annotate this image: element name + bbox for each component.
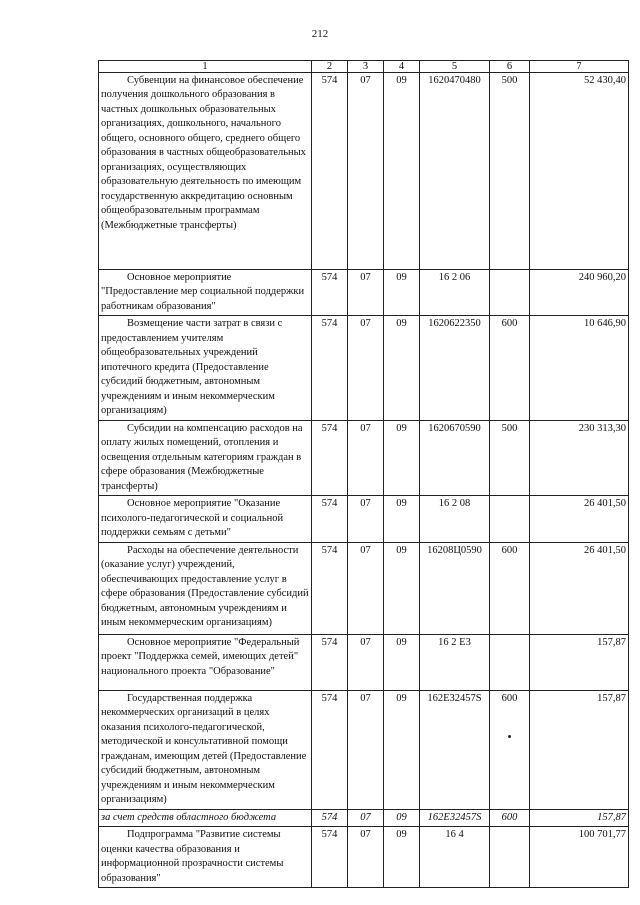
cell-amount: 230 313,30 [530, 420, 629, 495]
budget-table [98, 60, 629, 888]
cell-code: 574 [312, 634, 348, 690]
cell-amount: 26 401,50 [530, 496, 629, 542]
cell-section: 07 [348, 634, 384, 690]
table-row [99, 73, 629, 270]
cell-code: 574 [312, 542, 348, 634]
cell-amount: 52 430,40 [530, 73, 629, 270]
cell-code: 574 [312, 270, 348, 316]
table-row [99, 270, 629, 316]
cell-subsection: 09 [384, 827, 420, 888]
cell-section: 07 [348, 420, 384, 495]
cell-code: 574 [312, 73, 348, 270]
column-header: 1 [99, 61, 312, 73]
cell-expense-type: 600 [490, 316, 530, 420]
cell-code: 574 [312, 690, 348, 809]
cell-section: 07 [348, 827, 384, 888]
cell-amount: 157,87 [530, 634, 629, 690]
table-row [99, 420, 629, 495]
row-name: Основное мероприятие "Федеральный проект "Поддержка семей, имеющих детей" национального проекта "Образование" [101, 636, 300, 677]
table-header-row [99, 61, 629, 73]
cell-amount: 26 401,50 [530, 542, 629, 634]
cell-code: 574 [312, 496, 348, 542]
cell-section: 07 [348, 73, 384, 270]
table-row [99, 496, 629, 542]
column-header: 2 [312, 61, 348, 73]
scan-speck [508, 735, 511, 738]
column-header: 5 [420, 61, 490, 73]
cell-section: 07 [348, 496, 384, 542]
column-header: 6 [490, 61, 530, 73]
row-name: Субвенции на финансовое обеспечение получения дошкольного образования в частных дошкольных образовательных организациях, дошкольного, начального общего, основного общего, среднего общего образования в частных общеобразовательных организациях, осуществляющих образовательную деятельность по имеющим государственную аккредитацию основным общеобразовательным программам (Межбюджетные трансферты) [101, 75, 306, 231]
cell-target-article: 1620622350 [420, 316, 490, 420]
table-row [99, 634, 629, 690]
cell-subsection: 09 [384, 634, 420, 690]
cell-section: 07 [348, 542, 384, 634]
column-header: 4 [384, 61, 420, 73]
cell-amount: 157,87 [530, 809, 629, 826]
row-name: Подпрограмма "Развитие системы оценки качества образования и информационной прозрачности системы образования" [101, 829, 284, 884]
table-row [99, 827, 629, 888]
cell-expense-type [490, 827, 530, 888]
row-name: Государственная поддержка некоммерческих организаций в целях оказания психолого-педагогической, методической и консультативной помощи гражданам, имеющим детей (Предоставление субсидий бюджетным, автономным учреждениям и иным некоммерческим организациям) [101, 692, 307, 806]
cell-target-article: 162E32457S [420, 690, 490, 809]
column-header: 7 [530, 61, 629, 73]
cell-section: 07 [348, 809, 384, 826]
cell-code: 574 [312, 316, 348, 420]
cell-subsection: 09 [384, 420, 420, 495]
cell-expense-type: 600 [490, 542, 530, 634]
cell-code: 574 [312, 827, 348, 888]
cell-target-article: 162E32457S [420, 809, 490, 826]
cell-section: 07 [348, 690, 384, 809]
cell-target-article: 16 2 06 [420, 270, 490, 316]
cell-section: 07 [348, 316, 384, 420]
cell-expense-type: 600 [490, 690, 530, 809]
cell-amount: 100 701,77 [530, 827, 629, 888]
cell-target-article: 1620470480 [420, 73, 490, 270]
cell-expense-type [490, 496, 530, 542]
table-row [99, 809, 629, 826]
page-number: 212 [311, 28, 329, 40]
row-name: Расходы на обеспечение деятельности (оказание услуг) учреждений, обеспечивающих предоставление услуг в сфере образования (Предоставление субсидий бюджетным, автономным учреждениям и иным некоммерческим организациям) [101, 544, 309, 629]
row-name: Субсидии на компенсацию расходов на оплату жилых помещений, отопления и освещения отдельным категориям граждан в сфере образования (Межбюджетные трансферты) [101, 422, 303, 492]
cell-target-article: 16 2 E3 [420, 634, 490, 690]
cell-subsection: 09 [384, 496, 420, 542]
table-row [99, 316, 629, 420]
cell-subsection: 09 [384, 542, 420, 634]
row-name: Основное мероприятие "Оказание психолого-педагогической и социальной поддержки семьям с детьми" [101, 498, 284, 539]
row-name: Возмещение части затрат в связи с предоставлением учителям общеобразовательных учреждений ипотечного кредита (Предоставление субсидий бюджетным, автономным учреждениям и иным некоммерческим организациям) [101, 318, 283, 417]
cell-expense-type [490, 634, 530, 690]
cell-code: 574 [312, 420, 348, 495]
cell-amount: 10 646,90 [530, 316, 629, 420]
cell-target-article: 16208Ц0590 [420, 542, 490, 634]
cell-subsection: 09 [384, 690, 420, 809]
column-header: 3 [348, 61, 384, 73]
table-row [99, 542, 629, 634]
cell-target-article: 16 4 [420, 827, 490, 888]
row-name: за счет средств областного бюджета [101, 811, 277, 823]
cell-subsection: 09 [384, 809, 420, 826]
cell-expense-type: 500 [490, 420, 530, 495]
cell-target-article: 16 2 08 [420, 496, 490, 542]
cell-target-article: 1620670590 [420, 420, 490, 495]
cell-subsection: 09 [384, 73, 420, 270]
cell-section: 07 [348, 270, 384, 316]
cell-amount: 240 960,20 [530, 270, 629, 316]
cell-code: 574 [312, 809, 348, 826]
cell-expense-type: 500 [490, 73, 530, 270]
cell-amount: 157,87 [530, 690, 629, 809]
cell-expense-type [490, 270, 530, 316]
row-name: Основное мероприятие "Предоставление мер социальной поддержки работникам образования" [101, 272, 305, 312]
cell-expense-type: 600 [490, 809, 530, 826]
cell-subsection: 09 [384, 270, 420, 316]
table-row [99, 690, 629, 809]
cell-subsection: 09 [384, 316, 420, 420]
